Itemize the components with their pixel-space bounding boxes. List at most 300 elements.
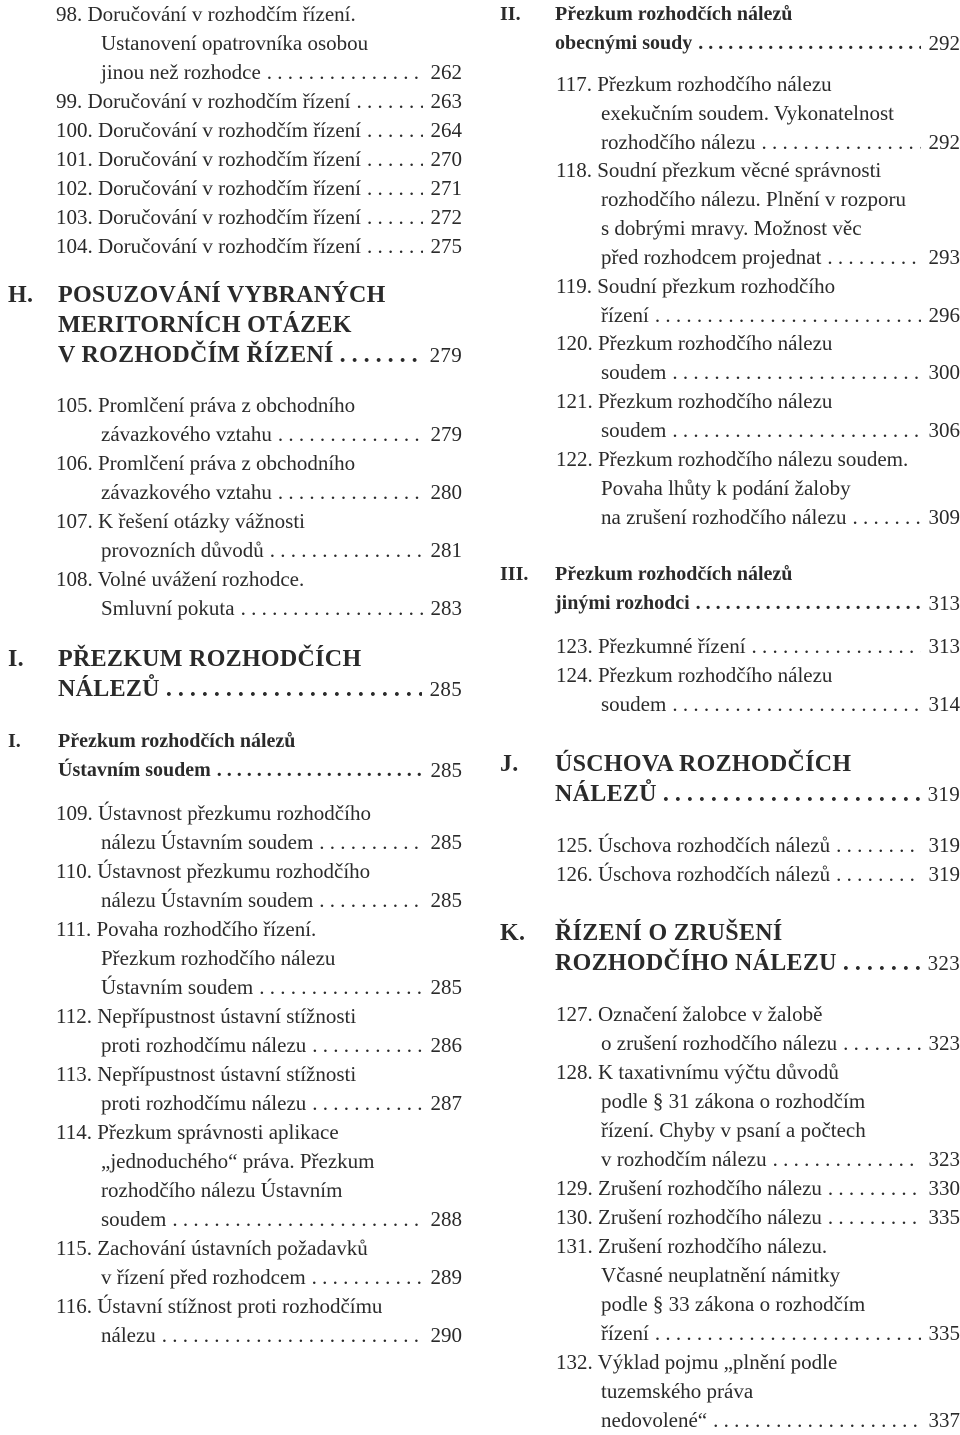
entry-text: 119. Soudní přezkum rozhodčího (556, 272, 835, 301)
page-number: 330 (929, 1174, 960, 1203)
toc-line (496, 156, 960, 185)
section-letter: J. (500, 749, 519, 779)
toc-line (496, 661, 960, 690)
entry-text: nálezu Ústavním soudem (101, 828, 313, 857)
toc-entry[interactable] (0, 145, 470, 174)
toc-line (496, 99, 960, 128)
toc-line (496, 474, 960, 503)
entry-text: 99. Doručování v rozhodčím řízení (56, 87, 351, 116)
page-number: 285 (431, 756, 463, 785)
toc-line (496, 560, 960, 589)
toc-line (0, 420, 470, 449)
dot-leader (367, 145, 423, 174)
page-number: 272 (431, 203, 463, 232)
toc-entry[interactable] (0, 391, 470, 449)
entry-text: 122. Přezkum rozhodčího nálezu soudem. (556, 445, 908, 474)
dot-leader (852, 503, 920, 532)
page-number: 292 (929, 128, 960, 157)
toc-line (496, 1145, 960, 1174)
entry-text: 120. Přezkum rozhodčího nálezu (556, 329, 832, 358)
toc-line (0, 674, 470, 704)
entry-text: obecnými soudy (555, 29, 692, 58)
entry-text: v řízení před rozhodcem (101, 1263, 306, 1292)
dot-leader (367, 232, 423, 261)
toc-entry[interactable] (0, 1234, 470, 1292)
toc-line (0, 1205, 470, 1234)
toc-line (496, 1203, 960, 1232)
toc-section-heading[interactable] (0, 727, 470, 785)
entry-text: PŘEZKUM ROZHODČÍCH (58, 644, 361, 674)
toc-line (496, 1058, 960, 1087)
dot-leader (773, 1145, 921, 1174)
page-number: 323 (928, 948, 960, 978)
entry-text: na zrušení rozhodčího nálezu (601, 503, 846, 532)
page-number: 319 (929, 831, 960, 860)
dot-leader (698, 29, 920, 58)
toc-line (0, 944, 470, 973)
entry-text: 125. Úschova rozhodčích nálezů (556, 831, 830, 860)
toc-line (0, 594, 470, 623)
toc-line (0, 1031, 470, 1060)
entry-text: řízení (601, 301, 649, 330)
entry-text: s dobrými mravy. Možnost věc (601, 214, 862, 243)
entry-text: rozhodčího nálezu. Plnění v rozporu (601, 185, 906, 214)
page-number: 281 (431, 536, 463, 565)
toc-entry[interactable] (0, 1118, 470, 1234)
entry-text: nálezu (101, 1321, 156, 1350)
toc-entry[interactable] (496, 1203, 960, 1232)
entry-text: podle § 33 zákona o rozhodčím (601, 1290, 865, 1319)
toc-part-heading[interactable] (496, 749, 960, 809)
page-number: 290 (431, 1321, 463, 1350)
dot-leader (312, 1263, 423, 1292)
toc-line (496, 503, 960, 532)
toc-entry[interactable] (496, 661, 960, 719)
entry-text: soudem (101, 1205, 166, 1234)
entry-text: 114. Přezkum správnosti aplikace (56, 1118, 339, 1147)
toc-line (496, 918, 960, 948)
dot-leader (762, 128, 921, 157)
page-number: 285 (430, 674, 462, 704)
page-number: 319 (928, 779, 960, 809)
toc-line (0, 449, 470, 478)
entry-text: tuzemského práva (601, 1377, 753, 1406)
entry-text: 103. Doručování v rozhodčím řízení (56, 203, 361, 232)
entry-text: Přezkum rozhodčích nálezů (555, 0, 792, 29)
dot-leader (278, 420, 423, 449)
toc-line (0, 87, 470, 116)
dot-leader (752, 632, 921, 661)
toc-line (0, 828, 470, 857)
toc-line (496, 831, 960, 860)
entry-text: 128. K taxativnímu výčtu důvodů (556, 1058, 839, 1087)
page-number: 287 (431, 1089, 463, 1118)
toc-line (496, 387, 960, 416)
toc-line (0, 340, 470, 370)
entry-text: 109. Ústavnost přezkumu rozhodčího (56, 799, 371, 828)
entry-text: 113. Nepřípustnost ústavní stížnosti (56, 1060, 356, 1089)
dot-leader (367, 203, 423, 232)
toc-line (0, 536, 470, 565)
entry-text: Včasné neuplatnění námitky (601, 1261, 840, 1290)
toc-entry[interactable] (496, 831, 960, 860)
toc-line (496, 1000, 960, 1029)
dot-leader (166, 674, 422, 704)
dot-leader (217, 756, 423, 785)
entry-text: nedovolené“ (601, 1406, 707, 1435)
entry-text: 118. Soudní přezkum věcné správnosti (556, 156, 881, 185)
toc-line (496, 329, 960, 358)
page-number: 319 (929, 860, 960, 889)
page-number: 283 (431, 594, 463, 623)
entry-text: Ústavním soudem (101, 973, 253, 1002)
entry-text: 116. Ústavní stížnost proti rozhodčímu (56, 1292, 382, 1321)
toc-line (496, 29, 960, 58)
entry-text: řízení (601, 1319, 649, 1348)
entry-text: 101. Doručování v rozhodčím řízení (56, 145, 361, 174)
dot-leader (319, 828, 422, 857)
toc-entry[interactable] (0, 1002, 470, 1060)
entry-text: 126. Úschova rozhodčích nálezů (556, 860, 830, 889)
page-number: 314 (929, 690, 960, 719)
page-number: 285 (431, 973, 463, 1002)
toc-line (0, 310, 470, 340)
dot-leader (267, 58, 423, 87)
toc-line (0, 391, 470, 420)
toc-line (0, 1002, 470, 1031)
dot-leader (663, 779, 920, 809)
entry-text: 131. Zrušení rozhodčího nálezu. (556, 1232, 827, 1261)
toc-line (496, 416, 960, 445)
entry-text: Smluvní pokuta (101, 594, 235, 623)
toc-entry[interactable] (496, 1232, 960, 1348)
toc-entry[interactable] (496, 1174, 960, 1203)
toc-line (0, 1118, 470, 1147)
dot-leader (843, 948, 920, 978)
toc-entry[interactable] (0, 449, 470, 507)
toc-entry[interactable] (496, 156, 960, 272)
toc-entry[interactable] (496, 860, 960, 889)
dot-leader (241, 594, 423, 623)
entry-text: rozhodčího nálezu Ústavním (101, 1176, 342, 1205)
toc-line (496, 272, 960, 301)
toc-line (0, 116, 470, 145)
entry-text: ŘÍZENÍ O ZRUŠENÍ (555, 918, 783, 948)
toc-line (0, 1321, 470, 1350)
page-number: 279 (431, 420, 463, 449)
entry-text: „jednoduchého“ práva. Přezkum (101, 1147, 374, 1176)
entry-text: proti rozhodčímu nálezu (101, 1089, 306, 1118)
entry-text: Přezkum rozhodčích nálezů (555, 560, 792, 589)
toc-line (0, 565, 470, 594)
dot-leader (672, 690, 920, 719)
toc-line (496, 1261, 960, 1290)
page-number: 263 (431, 87, 463, 116)
toc-line (0, 727, 470, 756)
entry-text: 102. Doručování v rozhodčím řízení (56, 174, 361, 203)
entry-text: 130. Zrušení rozhodčího nálezu (556, 1203, 822, 1232)
toc-section-heading[interactable] (496, 560, 960, 618)
entry-text: NÁLEZŮ (555, 779, 657, 809)
entry-text: Ústavním soudem (58, 756, 211, 785)
toc-entry[interactable] (496, 445, 960, 532)
dot-leader (319, 886, 422, 915)
entry-text: 112. Nepřípustnost ústavní stížnosti (56, 1002, 356, 1031)
entry-text: 124. Přezkum rozhodčího nálezu (556, 661, 832, 690)
page-number: 296 (929, 301, 960, 330)
toc-entry[interactable] (0, 565, 470, 623)
page-number: 323 (929, 1145, 960, 1174)
toc-line (0, 280, 470, 310)
toc-entry[interactable] (496, 1058, 960, 1174)
dot-leader (713, 1406, 920, 1435)
page-number: 335 (929, 1319, 960, 1348)
toc-line (496, 358, 960, 387)
entry-text: soudem (601, 416, 666, 445)
entry-text: nálezu Ústavním soudem (101, 886, 313, 915)
toc-line (0, 478, 470, 507)
entry-text: 132. Výklad pojmu „plnění podle (556, 1348, 837, 1377)
toc-entry[interactable] (0, 1292, 470, 1350)
dot-leader (357, 87, 423, 116)
toc-part-heading[interactable] (496, 918, 960, 978)
toc-line (496, 128, 960, 157)
page-number: 280 (431, 478, 463, 507)
dot-leader (836, 860, 920, 889)
toc-line (0, 756, 470, 785)
entry-text: 127. Označení žalobce v žalobě (556, 1000, 822, 1029)
toc-line (496, 243, 960, 272)
entry-text: 121. Přezkum rozhodčího nálezu (556, 387, 832, 416)
entry-text: ROZHODČÍHO NÁLEZU (555, 948, 837, 978)
page-number: 270 (431, 145, 463, 174)
entry-text: o zrušení rozhodčího nálezu (601, 1029, 837, 1058)
toc-entry[interactable] (496, 1348, 960, 1435)
toc-line (496, 301, 960, 330)
entry-text: v rozhodčím nálezu (601, 1145, 767, 1174)
section-letter: I. (8, 727, 21, 756)
entry-text: soudem (601, 358, 666, 387)
entry-text: 105. Promlčení práva z obchodního (56, 391, 355, 420)
dot-leader (828, 1203, 921, 1232)
entry-text: Přezkum rozhodčího nálezu (101, 944, 335, 973)
toc-entry[interactable] (0, 232, 470, 261)
entry-text: exekučním soudem. Vykonatelnost (601, 99, 894, 128)
toc-line (496, 860, 960, 889)
page-number: 262 (431, 58, 463, 87)
toc-line (496, 1232, 960, 1261)
entry-text: MERITORNÍCH OTÁZEK (58, 310, 352, 340)
toc-line (0, 1176, 470, 1205)
page-number: 300 (929, 358, 960, 387)
entry-text: řízení. Chyby v psaní a počtech (601, 1116, 866, 1145)
toc-line (0, 644, 470, 674)
entry-text: jinými rozhodci (555, 589, 690, 618)
entry-text: jinou než rozhodce (101, 58, 261, 87)
entry-text: 110. Ústavnost přezkumu rozhodčího (56, 857, 370, 886)
toc-line (0, 203, 470, 232)
toc-line (496, 1348, 960, 1377)
toc-entry[interactable] (496, 329, 960, 387)
toc-line (0, 507, 470, 536)
toc-line (0, 1147, 470, 1176)
page-number: 337 (929, 1406, 960, 1435)
toc-line (0, 1263, 470, 1292)
toc-line (496, 70, 960, 99)
toc-entry[interactable] (0, 507, 470, 565)
dot-leader (172, 1205, 422, 1234)
toc-entry[interactable] (0, 915, 470, 1002)
page-number: 288 (431, 1205, 463, 1234)
toc-line (496, 589, 960, 618)
toc-line (496, 948, 960, 978)
dot-leader (312, 1031, 422, 1060)
section-letter: K. (500, 918, 525, 948)
toc-entry[interactable] (0, 799, 470, 857)
entry-text: proti rozhodčímu nálezu (101, 1031, 306, 1060)
entry-text: rozhodčího nálezu (601, 128, 756, 157)
toc-line (496, 779, 960, 809)
toc-line (496, 185, 960, 214)
dot-leader (312, 1089, 422, 1118)
section-letter: I. (8, 644, 24, 674)
toc-line (496, 1174, 960, 1203)
entry-text: závazkového vztahu (101, 478, 272, 507)
entry-text: 111. Povaha rozhodčího řízení. (56, 915, 316, 944)
page-number: 292 (929, 29, 960, 58)
entry-text: provozních důvodů (101, 536, 264, 565)
dot-leader (278, 478, 423, 507)
dot-leader (270, 536, 423, 565)
toc-line (496, 1029, 960, 1058)
toc-line (496, 1406, 960, 1435)
toc-line (0, 58, 470, 87)
page-number: 293 (929, 243, 960, 272)
toc-part-heading[interactable] (0, 280, 470, 370)
toc-line (496, 1290, 960, 1319)
toc-entry[interactable] (496, 632, 960, 661)
dot-leader (655, 1319, 921, 1348)
toc-entry[interactable] (0, 1060, 470, 1118)
page-number: 264 (431, 116, 463, 145)
section-letter: H. (8, 280, 33, 310)
toc-entry[interactable] (496, 1000, 960, 1058)
page-number: 279 (430, 340, 462, 370)
toc-line (496, 1319, 960, 1348)
toc-entry[interactable] (0, 857, 470, 915)
toc-entry[interactable] (0, 116, 470, 145)
dot-leader (828, 1174, 921, 1203)
entry-text: závazkového vztahu (101, 420, 272, 449)
entry-text: soudem (601, 690, 666, 719)
entry-text: 106. Promlčení práva z obchodního (56, 449, 355, 478)
page-number: 306 (929, 416, 960, 445)
toc-line (496, 749, 960, 779)
dot-leader (655, 301, 921, 330)
toc-line (496, 1087, 960, 1116)
toc-line (0, 799, 470, 828)
page-number: 289 (431, 1263, 463, 1292)
entry-text: 123. Přezkumné řízení (556, 632, 746, 661)
toc-line (496, 0, 960, 29)
entry-text: 100. Doručování v rozhodčím řízení (56, 116, 361, 145)
toc-entry[interactable] (0, 174, 470, 203)
page-number: 285 (431, 886, 463, 915)
dot-leader (367, 116, 423, 145)
dot-leader (162, 1321, 423, 1350)
toc-line (0, 0, 470, 29)
dot-leader (696, 589, 921, 618)
toc-line (496, 690, 960, 719)
toc-line (496, 1116, 960, 1145)
toc-line (496, 214, 960, 243)
dot-leader (836, 831, 920, 860)
toc-entry[interactable] (496, 70, 960, 157)
entry-text: V ROZHODČÍM ŘÍZENÍ (58, 340, 334, 370)
toc-line (0, 915, 470, 944)
section-letter: II. (500, 0, 521, 29)
entry-text: před rozhodcem projednat (601, 243, 821, 272)
toc-line (0, 1060, 470, 1089)
page-number: 313 (929, 632, 960, 661)
page-number: 271 (431, 174, 463, 203)
page-number: 285 (431, 828, 463, 857)
dot-leader (827, 243, 920, 272)
page-number: 275 (431, 232, 463, 261)
toc-entry[interactable] (0, 0, 470, 87)
entry-text: 108. Volné uvážení rozhodce. (56, 565, 304, 594)
toc-line (0, 1234, 470, 1263)
toc-line (0, 1089, 470, 1118)
toc-line (0, 857, 470, 886)
toc-line (0, 1292, 470, 1321)
toc-line (496, 445, 960, 474)
toc-entry[interactable] (0, 203, 470, 232)
dot-leader (672, 416, 920, 445)
page-number: 335 (929, 1203, 960, 1232)
dot-leader (843, 1029, 920, 1058)
toc-entry[interactable] (496, 387, 960, 445)
entry-text: 115. Zachování ústavních požadavků (56, 1234, 368, 1263)
toc-line (0, 174, 470, 203)
dot-leader (672, 358, 920, 387)
entry-text: Přezkum rozhodčích nálezů (58, 727, 295, 756)
page-number: 313 (929, 589, 960, 618)
entry-text: ÚSCHOVA ROZHODČÍCH (555, 749, 851, 779)
toc-line (0, 973, 470, 1002)
toc-part-heading[interactable] (0, 644, 470, 704)
toc-line (0, 232, 470, 261)
toc-line (496, 632, 960, 661)
page-number: 309 (929, 503, 960, 532)
entry-text: Povaha lhůty k podání žaloby (601, 474, 851, 503)
toc-entry[interactable] (0, 87, 470, 116)
toc-section-heading[interactable] (496, 0, 960, 58)
entry-text: Ustanovení opatrovníka osobou (101, 29, 368, 58)
toc-line (496, 1377, 960, 1406)
section-letter: III. (500, 560, 528, 589)
entry-text: 129. Zrušení rozhodčího nálezu (556, 1174, 822, 1203)
dot-leader (259, 973, 422, 1002)
entry-text: 98. Doručování v rozhodčím řízení. (56, 0, 356, 29)
entry-text: podle § 31 zákona o rozhodčím (601, 1087, 865, 1116)
dot-leader (367, 174, 423, 203)
page-number: 323 (929, 1029, 960, 1058)
toc-entry[interactable] (496, 272, 960, 330)
page-number: 286 (431, 1031, 463, 1060)
toc-line (0, 29, 470, 58)
entry-text: NÁLEZŮ (58, 674, 160, 704)
